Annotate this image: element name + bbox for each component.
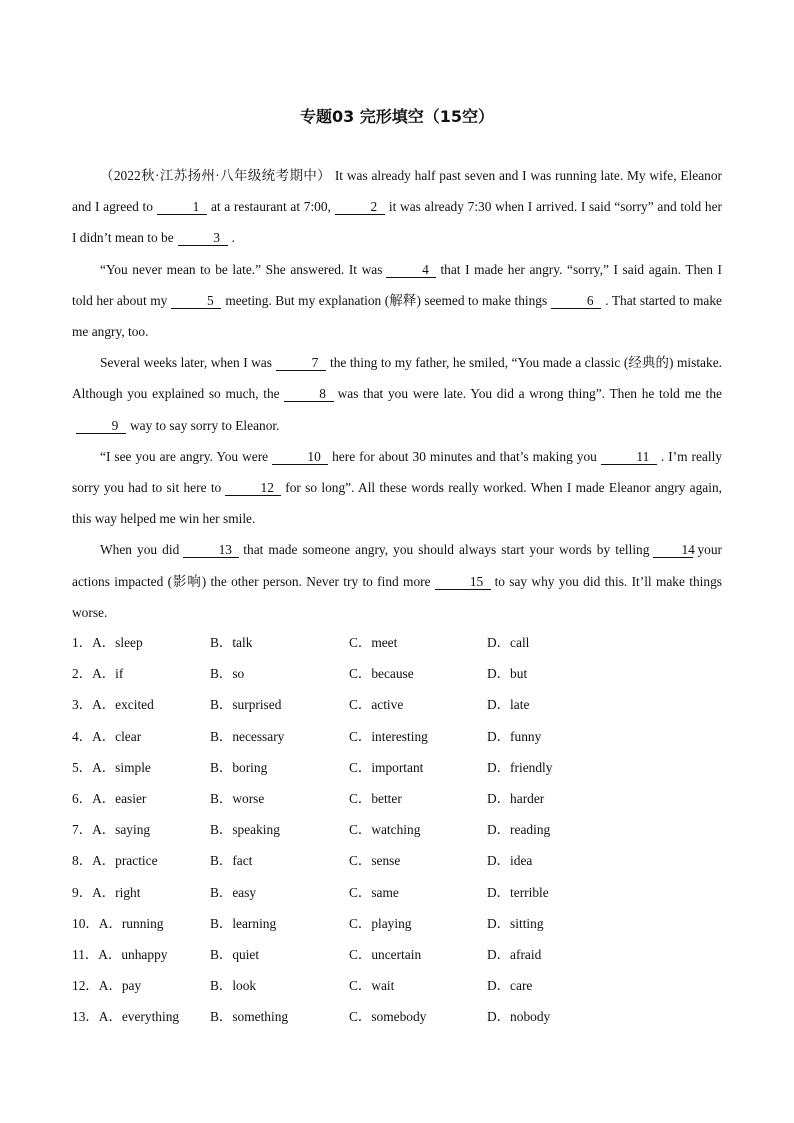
paragraph-5: When you did 13 that made someone angry, you should always start your words by telling 14 your actions impacted (影响) the other person. Never try to find more 15 to say why you did this. It’ll make things worse. [72, 542, 722, 620]
question-row [72, 845, 722, 876]
question-row [72, 970, 722, 1001]
option-b[interactable]: B．learning [210, 915, 277, 931]
options-list [72, 627, 722, 1032]
option-d[interactable]: D．idea [487, 853, 533, 869]
option-c[interactable]: C．because [349, 666, 414, 682]
blank-4[interactable]: 4 [386, 262, 436, 278]
paragraph-2: “You never mean to be late.” She answered. It was 4 that I made her angry. “sorry,” I said again. Then I told her about my 5 meeting. But my explanation (解释) seemed to make things 6 . That started to make me angry, too. [72, 261, 722, 340]
option-a[interactable]: 5．A．simple [72, 759, 151, 775]
question-row [72, 877, 722, 908]
question-row [72, 783, 722, 814]
blank-13[interactable]: 13 [183, 542, 239, 558]
blank-10[interactable]: 10 [272, 449, 328, 465]
blank-9[interactable]: 9 [76, 418, 126, 434]
blank-1[interactable]: 1 [157, 199, 207, 215]
source-label: （2022秋·江苏扬州·八年级统考期中） [100, 168, 332, 183]
option-d[interactable]: D．nobody [487, 1009, 551, 1025]
option-b[interactable]: B．easy [210, 884, 257, 900]
option-b[interactable]: B．boring [210, 759, 268, 775]
question-row [72, 752, 722, 783]
option-d[interactable]: D．but [487, 666, 528, 682]
option-d[interactable]: D．sitting [487, 915, 544, 931]
passage [72, 160, 722, 628]
option-a[interactable]: 7．A．saying [72, 822, 151, 838]
option-a[interactable]: 10．A．running [72, 915, 164, 931]
option-c[interactable]: C．sense [349, 853, 401, 869]
question-row [72, 689, 722, 720]
option-d[interactable]: D．reading [487, 822, 551, 838]
option-a[interactable]: 9．A．right [72, 884, 141, 900]
blank-15[interactable]: 15 [435, 574, 491, 590]
paragraph-3: Several weeks later, when I was 7 the thing to my father, he smiled, “You made a classic (经典的) mistake. Although you explained so much, the 8 was that you were late. You did a wrong thing”. Then he told me the9 way to say sorry to Eleanor. [72, 355, 723, 433]
blank-7[interactable]: 7 [276, 355, 326, 371]
option-b[interactable]: B．talk [210, 635, 253, 650]
option-d[interactable]: D．harder [487, 790, 545, 806]
option-a[interactable]: 6．A．easier [72, 790, 147, 806]
question-row [72, 1001, 722, 1032]
option-c[interactable]: C．important [349, 759, 424, 775]
blank-2[interactable]: 2 [335, 199, 385, 215]
option-c[interactable]: C．interesting [349, 728, 428, 744]
option-b[interactable]: B．fact [210, 853, 253, 869]
option-a[interactable]: 1．A．sleep [72, 635, 143, 650]
option-b[interactable]: B．worse [210, 790, 265, 806]
option-c[interactable]: C．better [349, 790, 402, 806]
option-d[interactable]: D．afraid [487, 946, 542, 962]
question-row [72, 908, 722, 939]
option-c[interactable]: C．wait [349, 978, 395, 994]
option-c[interactable]: C．meet [349, 635, 398, 650]
option-b[interactable]: B．surprised [210, 697, 282, 713]
blank-11[interactable]: 11 [601, 449, 657, 465]
option-d[interactable]: D．friendly [487, 759, 553, 775]
blank-6[interactable]: 6 [551, 293, 601, 309]
option-d[interactable]: D．funny [487, 728, 542, 744]
option-a[interactable]: 12．A．pay [72, 978, 142, 994]
page-title: 专题03 完形填空（15空） [299, 107, 495, 126]
blank-12[interactable]: 12 [225, 480, 281, 496]
option-c[interactable]: C．somebody [349, 1009, 427, 1025]
paragraph-1: （2022秋·江苏扬州·八年级统考期中） It was already half past seven and I was running late. My wife, Eleanor and I agreed to 1 at a restaurant at 7:00, 2 it was already 7:30 when I arrived. I said “sorry” and told her I didn’t mean to be 3 . [72, 168, 723, 246]
option-c[interactable]: C．watching [349, 822, 421, 838]
paragraph-4: “I see you are angry. You were 10 here for about 30 minutes and that’s making you 11 . I’m really sorry you had to sit here to 12 for so long”. All these words really worked. When I made Eleanor angry again, this way helped me win her smile. [72, 448, 723, 527]
blank-3[interactable]: 3 [178, 230, 228, 246]
question-row [72, 814, 722, 845]
option-b[interactable]: B．quiet [210, 946, 260, 962]
option-b[interactable]: B．necessary [210, 728, 285, 744]
blank-8[interactable]: 8 [284, 386, 334, 402]
option-a[interactable]: 3．A．excited [72, 697, 154, 713]
option-b[interactable]: B．so [210, 666, 245, 682]
question-row [72, 658, 722, 689]
option-a[interactable]: 11．A．unhappy [72, 946, 168, 962]
option-a[interactable]: 4．A．clear [72, 728, 142, 744]
question-row [72, 939, 722, 970]
blank-5[interactable]: 5 [171, 293, 221, 309]
option-a[interactable]: 8．A．practice [72, 853, 158, 869]
option-b[interactable]: B．speaking [210, 822, 280, 838]
option-d[interactable]: D．terrible [487, 884, 549, 900]
option-c[interactable]: C．same [349, 884, 399, 900]
question-row [72, 627, 722, 658]
option-d[interactable]: D．care [487, 978, 533, 994]
option-b[interactable]: B．something [210, 1009, 289, 1025]
blank-14[interactable]: 14 [653, 542, 693, 558]
option-b[interactable]: B．look [210, 978, 257, 994]
option-a[interactable]: 2．A．if [72, 666, 124, 682]
option-d[interactable]: D．call [487, 635, 530, 650]
option-a[interactable]: 13．A．everything [72, 1009, 180, 1025]
option-c[interactable]: C．uncertain [349, 946, 422, 962]
option-c[interactable]: C．active [349, 697, 404, 713]
question-row [72, 721, 722, 752]
option-d[interactable]: D．late [487, 697, 530, 713]
option-c[interactable]: C．playing [349, 915, 412, 931]
